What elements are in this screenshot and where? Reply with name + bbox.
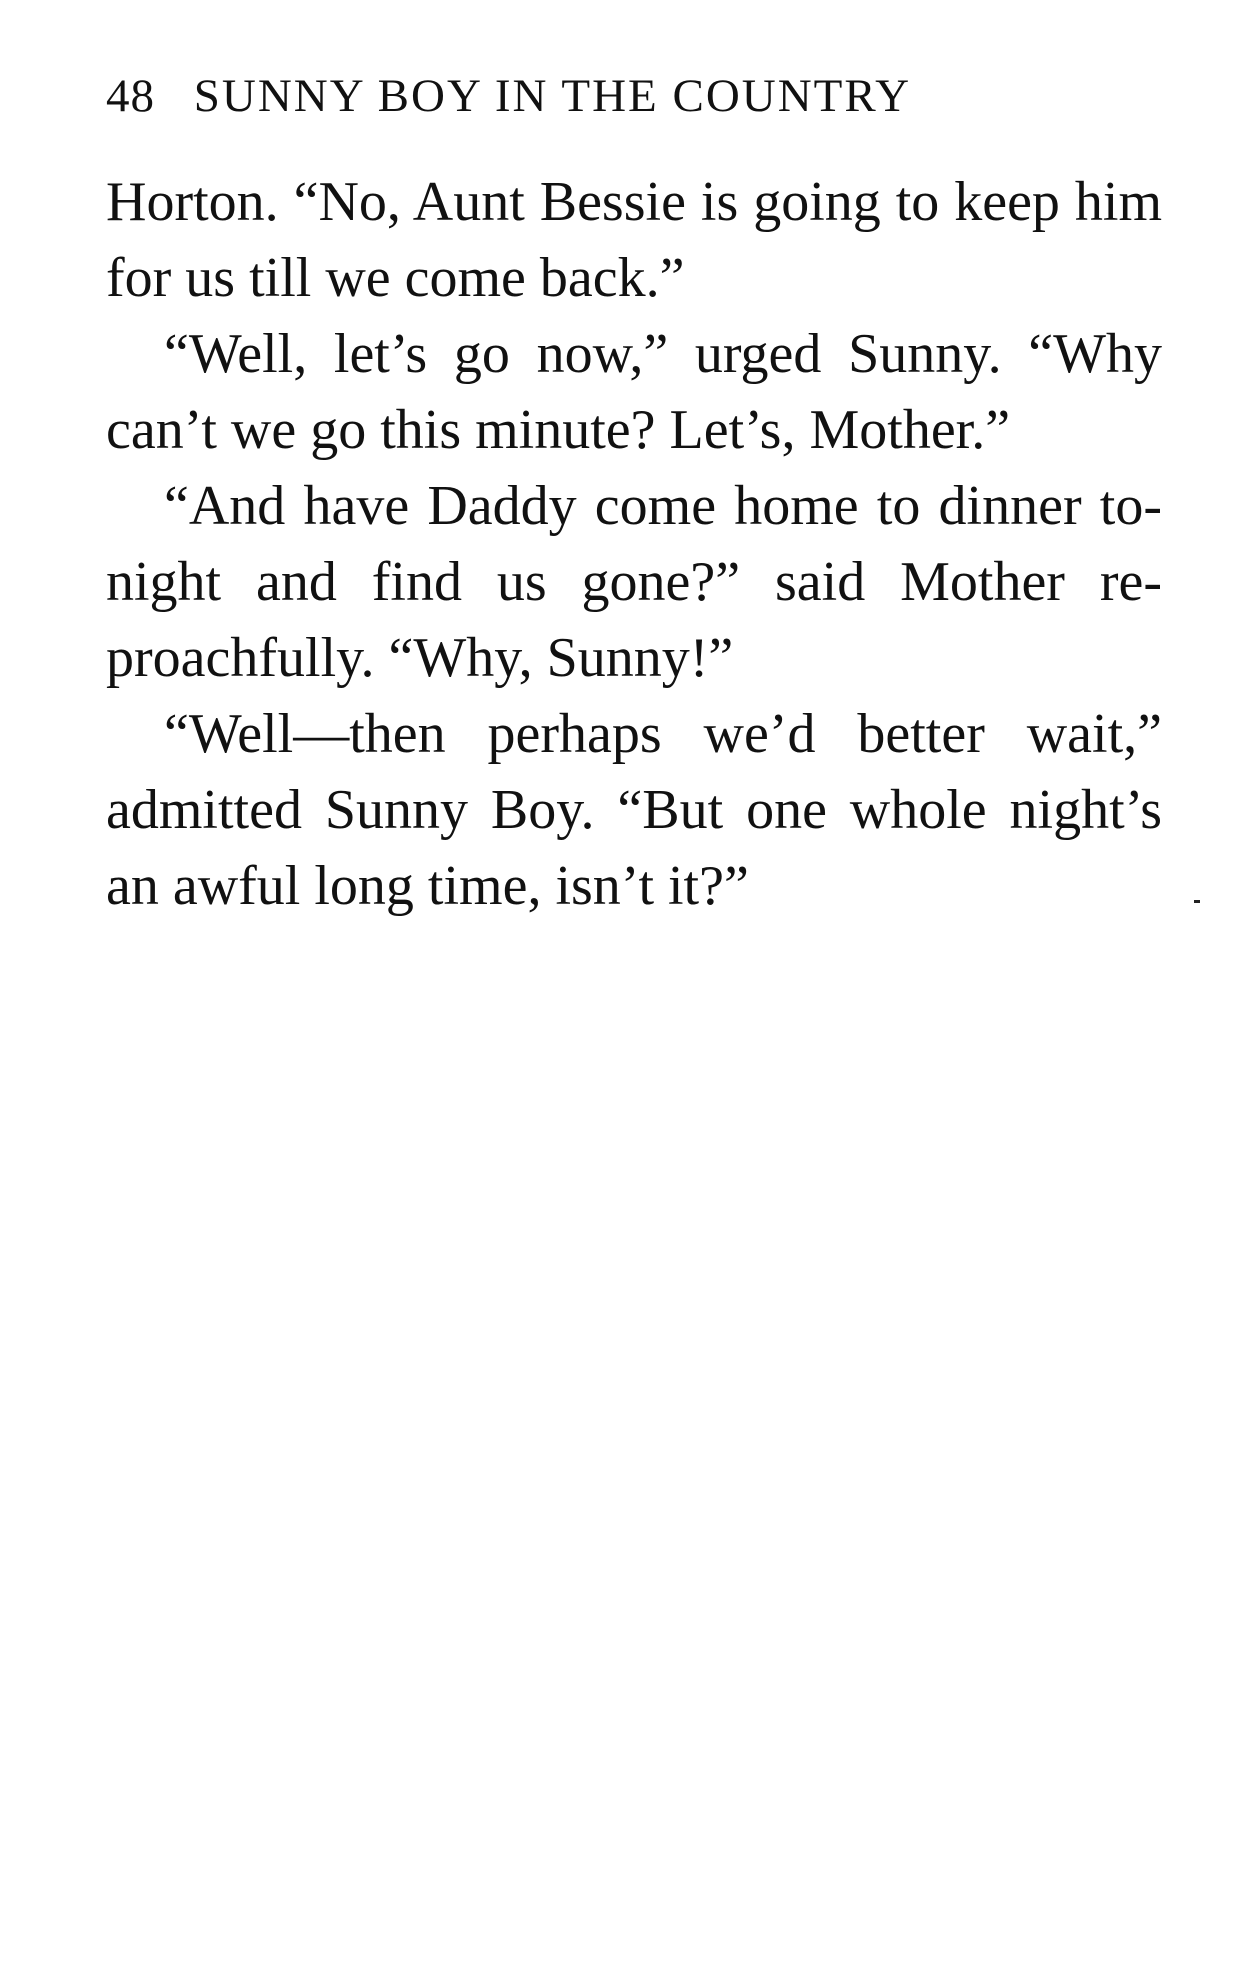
paragraph: “And have Daddy come home to dinner to-night and find us gone?” said Mother re-proachfully. “Why, Sunny!” [106, 475, 1162, 689]
page-number: 48 [106, 70, 155, 122]
paragraph: “Well—then perhaps we’d better wait,” admitted Sunny Boy. “But one whole night’s an awful long time, isn’t it?” [106, 703, 1162, 917]
book-title: SUNNY BOY IN THE COUNTRY [193, 70, 912, 122]
body-text [106, 164, 1162, 924]
paragraph: Horton. “No, Aunt Bessie is going to keep him for us till we come back.” [106, 171, 1162, 309]
paragraph: “Well, let’s go now,” urged Sunny. “Why can’t we go this minute? Let’s, Mother.” [106, 323, 1162, 461]
margin-mark [1194, 900, 1200, 903]
running-head [106, 66, 1116, 126]
